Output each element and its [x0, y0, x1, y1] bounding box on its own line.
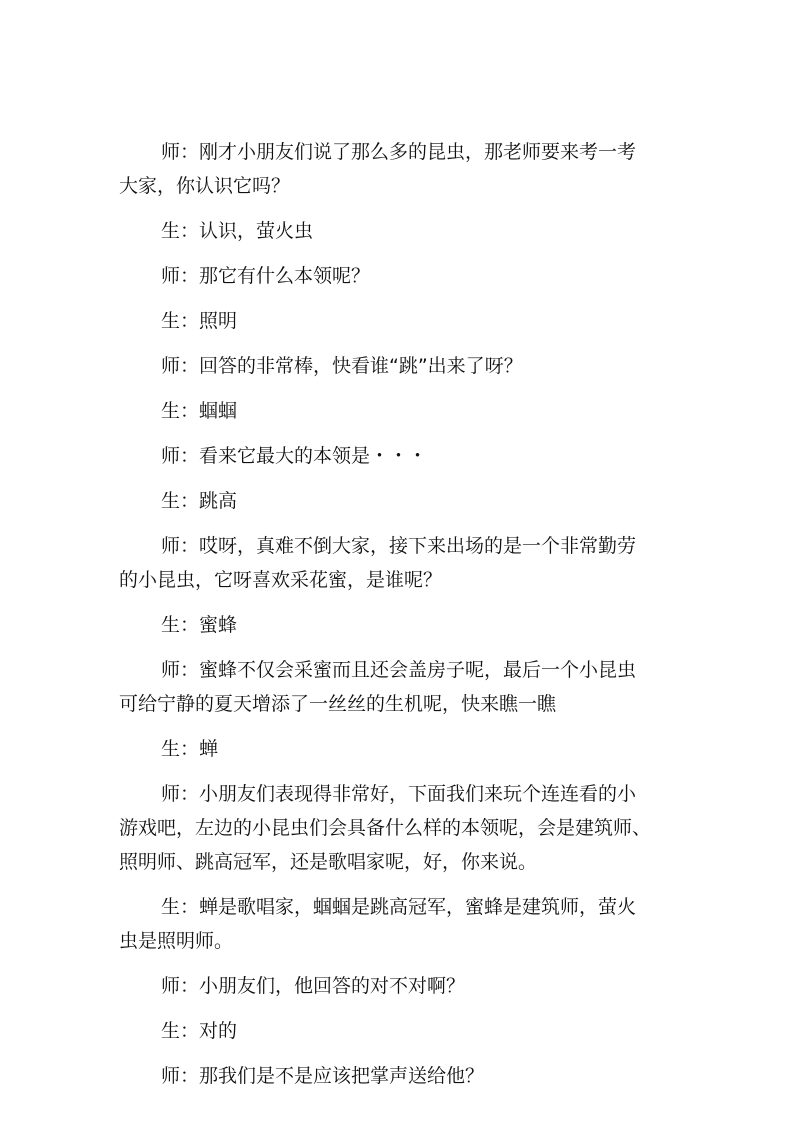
- dialogue-line: 生：蝉是歌唱家，蝈蝈是跳高冠军，蜜蜂是建筑师，萤火: [161, 896, 637, 918]
- dialogue-line: 虫是照明师。: [119, 930, 234, 952]
- dialogue-paragraph: [119, 394, 675, 428]
- dialogue-line: 师：刚才小朋友们说了那么多的昆虫，那老师要来考一考: [161, 141, 637, 163]
- dialogue-line: 生：跳高: [161, 490, 238, 512]
- dialogue-paragraph: [119, 777, 675, 879]
- dialogue-paragraph: [119, 1014, 675, 1048]
- dialogue-line: 师：回答的非常棒，快看谁“跳”出来了呀？: [161, 355, 523, 377]
- dialogue-line: 师：小朋友们，他回答的对不对啊？: [161, 975, 466, 997]
- dialogue-line: 师：那我们是不是应该把掌声送给他？: [161, 1065, 485, 1087]
- dialogue-paragraph: [119, 484, 675, 518]
- dialogue-line: 师：小朋友们表现得非常好，下面我们来玩个连连看的小: [161, 783, 637, 805]
- dialogue-line: 照明师、跳高冠军，还是歌唱家呢，好，你来说。: [119, 851, 538, 873]
- dialogue-line: 师：哎呀，真难不倒大家，接下来出场的是一个非常勤劳: [161, 535, 637, 557]
- dialogue-paragraph: [119, 439, 675, 473]
- dialogue-paragraph: [119, 890, 675, 958]
- dialogue-paragraph: [119, 304, 675, 338]
- dialogue-line: 师：看来它最大的本领是・・・: [161, 445, 428, 467]
- dialogue-paragraph: [119, 969, 675, 1003]
- dialogue-line: 师：那它有什么本领呢？: [161, 265, 371, 287]
- dialogue-paragraph: [119, 608, 675, 642]
- dialogue-line: 大家，你认识它吗？: [119, 175, 291, 197]
- dialogue-line: 生：蜜蜂: [161, 614, 238, 636]
- dialogue-paragraph: [119, 259, 675, 293]
- dialogue-line: 师：蜜蜂不仅会采蜜而且还会盖房子呢，最后一个小昆虫: [161, 659, 637, 681]
- dialogue-line: 的小昆虫，它呀喜欢采花蜜，是谁呢？: [119, 569, 443, 591]
- dialogue-line: 可给宁静的夏天增添了一丝丝的生机呢，快来瞧一瞧: [119, 693, 557, 715]
- dialogue-transcript: [119, 135, 675, 1104]
- dialogue-paragraph: [119, 349, 675, 383]
- dialogue-line: 生：蝈蝈: [161, 400, 238, 422]
- dialogue-paragraph: [119, 135, 675, 203]
- dialogue-line: 生：蝉: [161, 738, 219, 760]
- dialogue-line: 生：对的: [161, 1020, 238, 1042]
- dialogue-paragraph: [119, 1059, 675, 1093]
- dialogue-paragraph: [119, 529, 675, 597]
- dialogue-paragraph: [119, 214, 675, 248]
- dialogue-paragraph: [119, 653, 675, 721]
- dialogue-line: 生：认识，萤火虫: [161, 220, 314, 242]
- dialogue-paragraph: [119, 732, 675, 766]
- dialogue-line: 游戏吧，左边的小昆虫们会具备什么样的本领呢，会是建筑师、: [119, 817, 652, 839]
- dialogue-line: 生：照明: [161, 310, 238, 332]
